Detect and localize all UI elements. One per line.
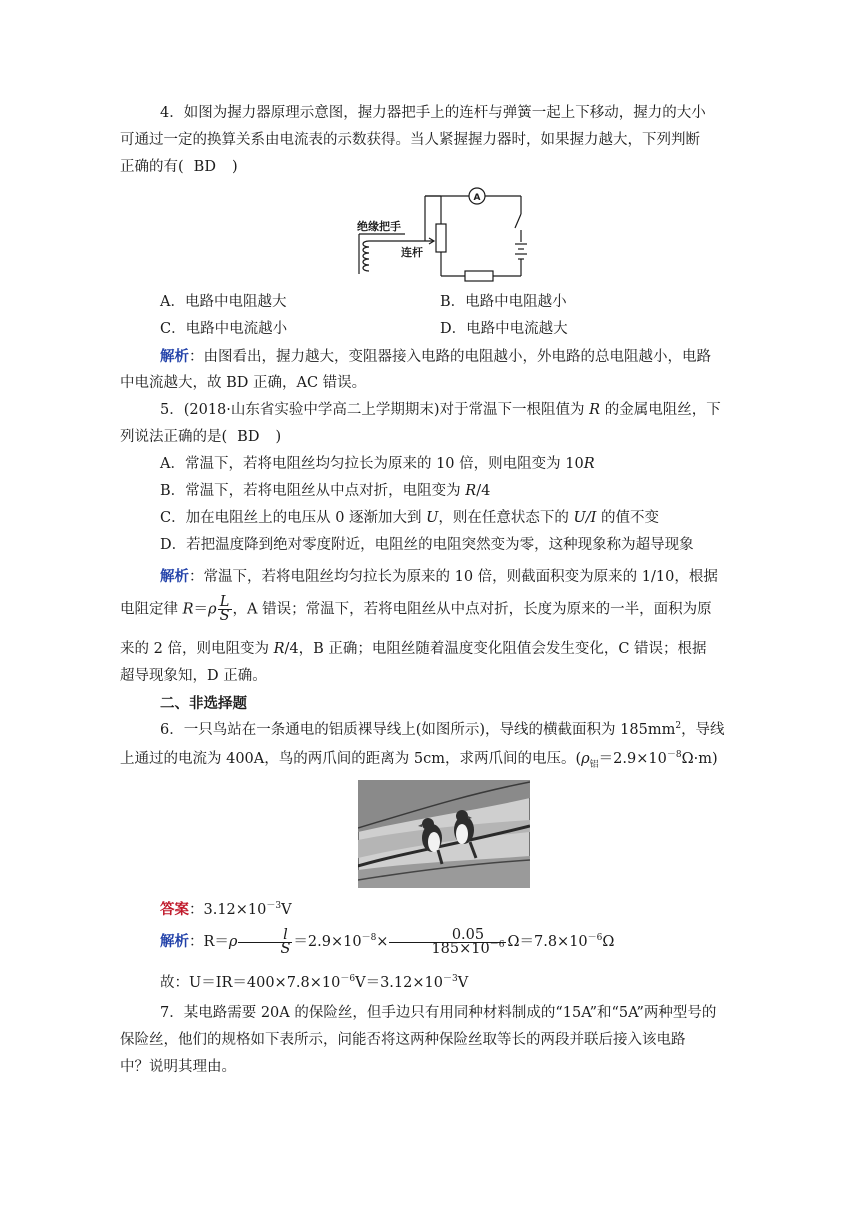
explanation-label: 解析: [160, 348, 189, 365]
resistance-law-fraction: $\frac{L}{S}$: [219, 594, 230, 624]
q4-option-d: D．电路中电流越大: [440, 321, 568, 337]
q6-explanation-line1: 解析：R＝ρ $\frac{l}{S}$ $=2.9\times 10^{-8}\times$ $\frac{0.05}{185\times 10^{-6}}$ $\Omega=7.8\times 10^{-6}\Omega$: [160, 926, 615, 957]
q6-stem-line2: 上通过的电流为 400A，鸟的两爪间的距离为 5cm，求两爪间的电压。$(\rho_铝=2.9\times 10^{-8}\Omega\cdot m)$: [120, 750, 718, 770]
q4-answer: BD: [193, 159, 216, 175]
q7-stem-line3: 中？说明其理由。: [120, 1059, 236, 1075]
q5-option-b: B．常温下，若将电阻丝从中点对折，电阻变为 R/4: [160, 483, 491, 499]
q6-conclusion: 故：$U=IR=400\times 7.8\times 10^{-6}V=3.12\times 10^{-3}V$: [160, 974, 469, 991]
q6-fraction-numeric: $\frac{0.05}{185\times 10^{-6}}$: [389, 929, 506, 956]
q5-option-a: A．常温下，若将电阻丝均匀拉长为原来的 10 倍，则电阻变为 10R: [160, 456, 595, 472]
label-ammeter: A: [473, 193, 481, 203]
q4-option-a: A．电路中电阻越大: [160, 294, 287, 310]
q6-stem-line1: 6．一只鸟站在一条通电的铝质裸导线上(如图所示)，导线的横截面积为 $185mm^2$，导线: [160, 721, 725, 738]
q5-stem-line1: 5．(2018·山东省实验中学高二上学期期末)对于常温下一根阻值为 R 的金属电阻丝，下: [160, 402, 721, 418]
spring-icon: [363, 241, 369, 271]
q5-explanation-line4: 超导现象知，D 正确。: [120, 668, 267, 684]
q4-explanation-line1: 解析：由图看出，握力越大，变阻器接入电路的电阻越小，外电路的总电阻越小，电路: [160, 348, 711, 365]
birds-on-wire-photo: [358, 780, 530, 888]
q5-option-d: D．若把温度降到绝对零度附近，电阻丝的电阻突然变为零，这种现象称为超导现象: [160, 537, 694, 553]
q6-fraction-l-over-s: $\frac{l}{S}$: [238, 929, 292, 956]
q5-answer: BD: [237, 429, 260, 445]
explanation-label: 解析: [160, 568, 189, 585]
q7-stem-line1: 7．某电路需要 20A 的保险丝，但手边只有用同种材料制成的“15A”和“5A”两种型号的: [160, 1005, 717, 1021]
q6-answer-line: 答案：$3.12\times 10^{-3}V$: [160, 901, 292, 918]
resistor-icon: [465, 271, 493, 281]
grip-circuit-diagram: [355, 186, 535, 282]
rheostat-icon: [436, 224, 446, 252]
label-insulated-handle: 绝缘把手: [357, 220, 401, 233]
q4-option-c: C．电路中电流越小: [160, 321, 288, 337]
q4-stem-line2: 可通过一定的换算关系由电流表的示数获得。当人紧握握力器时，如果握力越大，下列判断: [120, 132, 700, 148]
section-title-nonchoice: 二、非选择题: [160, 695, 247, 712]
answer-label: 答案: [160, 901, 189, 918]
q5-stem-line2: 列说法正确的是( BD ): [120, 429, 282, 445]
q4-stem-line3: 正确的有( BD ): [120, 159, 238, 175]
q7-stem-line2: 保险丝，他们的规格如下表所示，问能否将这两种保险丝取等长的两段并联后接入该电路: [120, 1032, 686, 1048]
label-connecting-rod: 连杆: [401, 246, 423, 259]
q5-explanation-line3: 来的 2 倍，则电阻变为 R/4，B 正确；电阻丝随着温度变化阻值会发生变化，C 错误；根据: [120, 641, 707, 657]
q4-stem-line1: 4．如图为握力器原理示意图，握力器把手上的连杆与弹簧一起上下移动，握力的大小: [160, 105, 706, 121]
q5-option-c: C．加在电阻丝上的电压从 0 逐渐加大到 U，则在任意状态下的 U/I 的值不变: [160, 510, 659, 526]
q5-explanation-line1: 解析：常温下，若将电阻丝均匀拉长为原来的 10 倍，则截面积变为原来的 1/10，根据: [160, 568, 718, 585]
q5-explanation-line2: 电阻定律 R＝ρ $\frac{L}{S}$ ，A 错误；常温下，若将电阻丝从中点对折，长度为原来的一半，面积为原: [120, 594, 712, 624]
q4-explanation-line2: 中电流越大，故 BD 正确，AC 错误。: [120, 375, 367, 391]
explanation-label: 解析: [160, 933, 189, 950]
q4-option-b: B．电路中电阻越小: [440, 294, 567, 310]
